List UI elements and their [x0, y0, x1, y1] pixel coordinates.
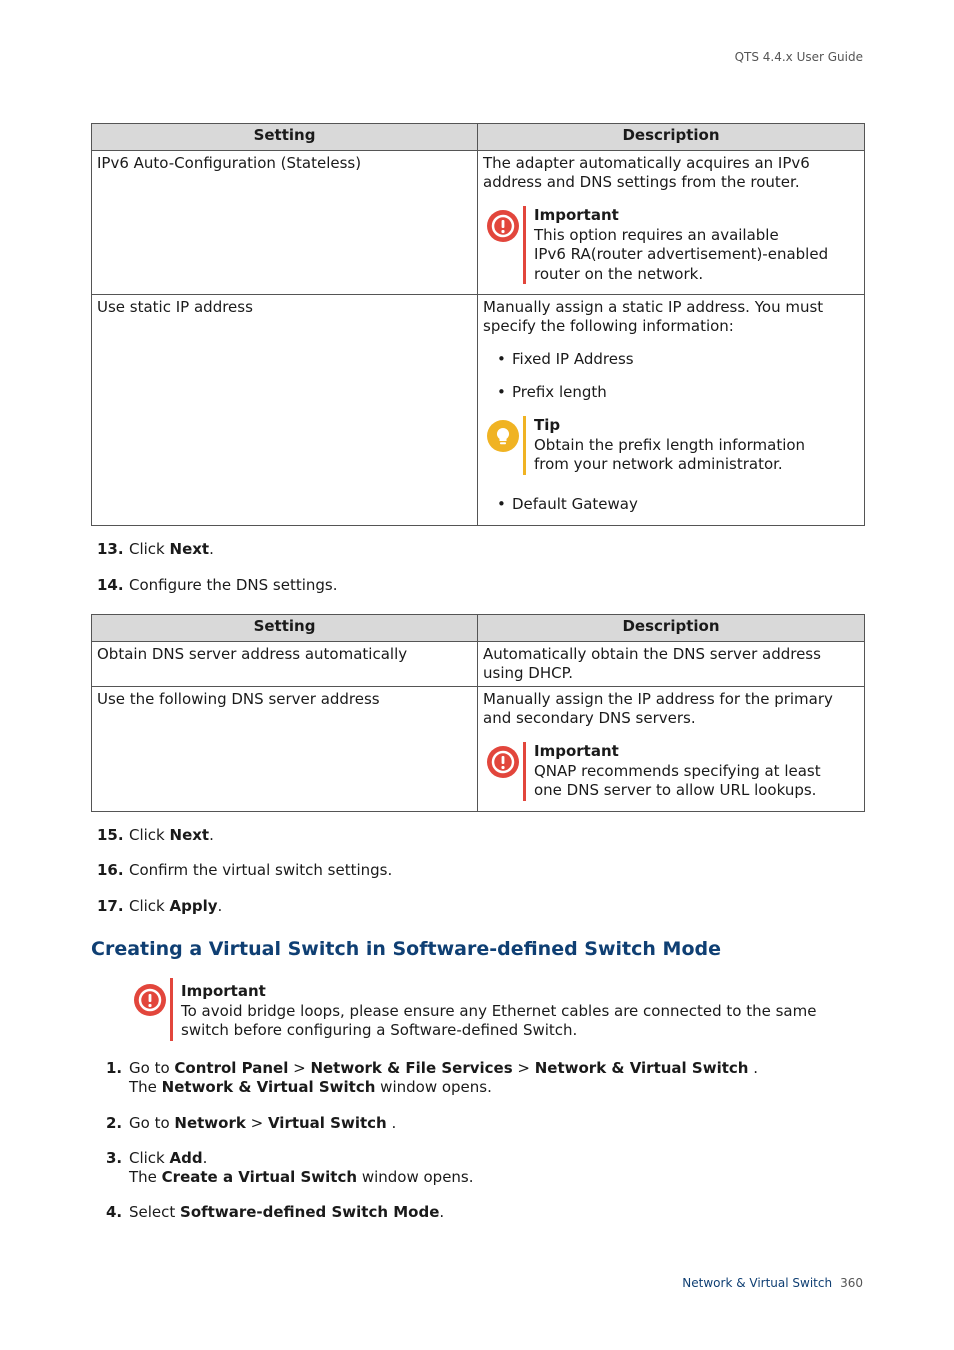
table-row — [92, 295, 865, 526]
step-1: 1. Go to Control Panel > Network & File Services > Network & Virtual Switch . The Network & Virtual Switch window opens. — [106, 1059, 759, 1096]
note-title: Important — [181, 982, 266, 1000]
note-line: This option requires an available — [534, 225, 779, 244]
list-item: • Fixed IP Address — [497, 350, 634, 368]
note-line: QNAP recommends specifying at least — [534, 761, 821, 780]
step-3: 3. Click Add. The Create a Virtual Switch window opens. — [106, 1149, 474, 1186]
step-17: 17. Click Apply. — [97, 897, 223, 915]
description-cell — [478, 687, 865, 812]
description-cell: Automatically obtain the DNS server address using DHCP. — [478, 642, 865, 687]
important-note — [483, 742, 859, 801]
note-line: To avoid bridge loops, please ensure any Ethernet cables are connected to the same — [181, 1001, 817, 1020]
table-header-description: Description — [478, 124, 865, 151]
step-16: 16. Confirm the virtual switch settings. — [97, 861, 393, 879]
setting-cell: Obtain DNS server address automatically — [92, 642, 478, 687]
page-number: 360 — [840, 1276, 863, 1290]
step-13: 13. Click Next. — [97, 540, 214, 558]
page-footer — [682, 1276, 863, 1290]
description-cell — [478, 151, 865, 295]
table-header-setting: Setting — [92, 124, 478, 151]
tip-note — [483, 416, 859, 475]
list-item: • Default Gateway — [497, 494, 638, 513]
note-line: one DNS server to allow URL lookups. — [534, 781, 817, 799]
note-line: switch before configuring a Software-defined Switch. — [181, 1021, 578, 1039]
tip-line: from your network administrator. — [534, 455, 783, 473]
description-text: Manually assign a static IP address. You must specify the following information: — [483, 298, 824, 335]
table-row — [92, 642, 865, 687]
description-text: Manually assign the IP address for the primary and secondary DNS servers. — [483, 690, 833, 727]
section-heading: Creating a Virtual Switch in Software-defined Switch Mode — [91, 938, 721, 960]
tip-title: Tip — [534, 416, 561, 434]
important-note — [130, 978, 816, 1041]
settings-table-ipv6 — [91, 123, 865, 526]
note-title: Important — [534, 206, 619, 224]
description-text: The adapter automatically acquires an IPv6 address and DNS settings from the router. — [483, 154, 810, 191]
exclamation-circle-icon — [487, 210, 519, 242]
exclamation-circle-icon — [134, 984, 166, 1016]
step-4: 4. Select Software-defined Switch Mode. — [106, 1203, 445, 1221]
settings-table-dns — [91, 614, 865, 812]
exclamation-circle-icon — [487, 746, 519, 778]
table-row — [92, 151, 865, 295]
table-header-description: Description — [478, 615, 865, 642]
setting-cell: Use static IP address — [92, 295, 478, 526]
list-item: • Prefix length — [497, 383, 607, 401]
table-row — [92, 687, 865, 812]
setting-cell: IPv6 Auto-Configuration (Stateless) — [92, 151, 478, 295]
note-title: Important — [534, 742, 619, 760]
tip-line: Obtain the prefix length information — [534, 435, 806, 454]
note-line: IPv6 RA(router advertisement)-enabled — [534, 245, 829, 263]
running-header: QTS 4.4.x User Guide — [734, 50, 863, 64]
step-14: 14. Configure the DNS settings. — [97, 576, 338, 594]
footer-section: Network & Virtual Switch — [682, 1276, 833, 1290]
table-header-setting: Setting — [92, 615, 478, 642]
description-cell — [478, 295, 865, 526]
step-15: 15. Click Next. — [97, 826, 214, 844]
note-line: router on the network. — [534, 264, 704, 283]
step-2: 2. Go to Network > Virtual Switch . — [106, 1114, 397, 1132]
setting-cell: Use the following DNS server address — [92, 687, 478, 812]
lightbulb-icon — [487, 420, 519, 452]
important-note — [483, 206, 859, 284]
